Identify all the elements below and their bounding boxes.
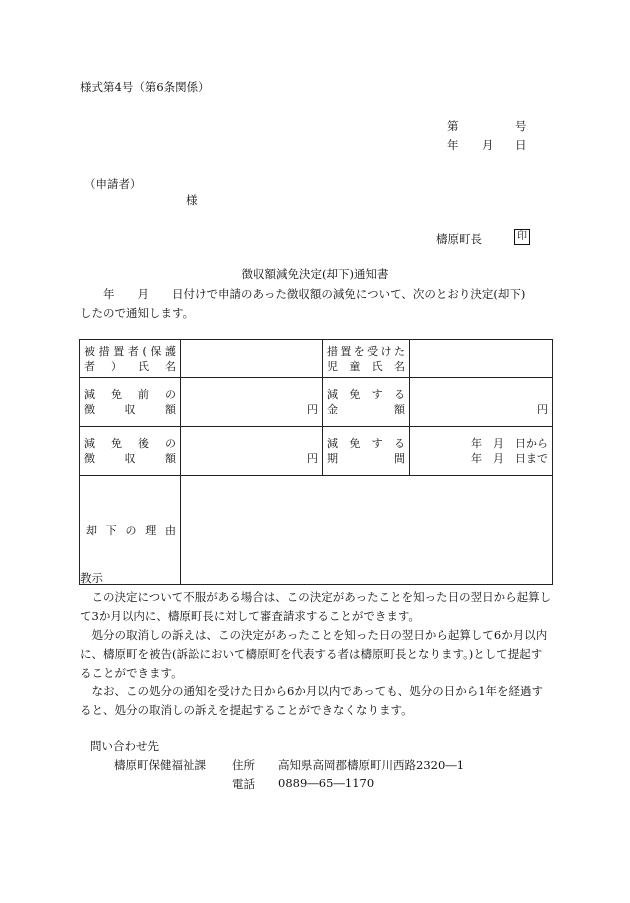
label-char: 金	[327, 403, 338, 416]
after-amount-label	[80, 427, 181, 476]
address-value: 高知県高岡郡檮原町川西路2320―1	[278, 758, 465, 772]
form-number: 様式第4号（第6条関係）	[80, 80, 210, 94]
table-row-reason	[80, 476, 553, 585]
label-char: た	[393, 344, 405, 358]
reduction-amount-value[interactable]: 円	[410, 378, 553, 427]
label-char: 置	[340, 344, 352, 358]
label-char: 童	[349, 359, 361, 373]
notice-text: なお、この処分の通知を受けた日から6か月以内であっても、処分の日から1年を経過すると、処分の取消しの訴えを提起することができなくなります。	[80, 684, 544, 717]
label-char: る	[393, 437, 405, 450]
label-char: 由	[165, 524, 176, 537]
label-char: の	[165, 437, 176, 450]
label-char: け	[380, 344, 392, 358]
label-char: の	[165, 388, 176, 401]
date-day-label: 日	[515, 138, 527, 152]
label-char: 下	[105, 524, 117, 537]
child-name-label	[323, 340, 410, 378]
label-char: 免	[111, 388, 122, 401]
label-char: 減	[84, 437, 95, 450]
document-title: 徴収額減免決定(却下)通知書	[241, 267, 389, 281]
label-char: 減	[327, 437, 338, 450]
label-line	[86, 522, 176, 538]
label-line	[327, 344, 405, 359]
label-line	[84, 436, 176, 451]
label-char: 額	[165, 403, 176, 416]
notice-text: 処分の取消しの訴えは、この決定があったことを知った日の翌日から起算して6か月以内に、檮原町を被告(訴訟において檮原町を代表する者は檮原町長となります。)として提起することができます。	[80, 628, 548, 680]
label-char: 置	[113, 344, 125, 358]
notice-paragraph-2	[80, 626, 552, 683]
label-char: す	[371, 388, 383, 401]
rejection-reason-value[interactable]	[181, 476, 553, 585]
label-char: 名	[165, 359, 176, 373]
label-line	[84, 359, 176, 374]
notice-paragraph-1	[80, 588, 552, 626]
intro-text	[80, 285, 550, 323]
label-line	[84, 451, 176, 466]
label-line	[84, 402, 176, 417]
intro-line-1: 年 月 日付けで申請のあった徴収額の減免について、次のとおり決定(却下)	[80, 287, 526, 301]
label-char: 受	[367, 344, 379, 358]
label-char: 徴	[84, 403, 95, 416]
label-char: ）	[111, 359, 122, 373]
document-number-label: 第	[447, 119, 459, 133]
label-char: す	[371, 437, 383, 450]
seal-mark: 印	[514, 229, 530, 245]
label-char: 者	[127, 344, 139, 358]
label-line	[327, 359, 405, 374]
label-char: 被	[84, 344, 95, 358]
before-amount-label	[80, 378, 181, 427]
label-char: 却	[86, 524, 97, 537]
issuer-name: 檮原町長	[436, 232, 482, 246]
label-char: 氏	[138, 359, 149, 373]
label-char: 減	[84, 388, 95, 401]
table-row-after	[80, 427, 553, 476]
label-char: を	[353, 344, 365, 358]
label-char: 収	[124, 452, 136, 465]
label-line	[327, 402, 405, 417]
notice-text: この決定について不服がある場合は、この決定があったことを知った日の翌日から起算して3か月以内に、檮原町長に対して審査請求することができます。	[80, 590, 552, 623]
label-char: 理	[145, 524, 157, 537]
label-char: る	[393, 388, 405, 401]
reduction-amount-label	[323, 378, 410, 427]
label-char: 氏	[371, 359, 383, 373]
label-char: 免	[349, 437, 361, 450]
label-char: 免	[349, 388, 361, 401]
label-char: 免	[111, 437, 122, 450]
label-char: 徴	[84, 452, 95, 465]
label-char: 児	[327, 359, 338, 373]
label-char: (	[142, 344, 147, 358]
label-char: 間	[394, 452, 405, 465]
applicant-label: （申請者）	[84, 177, 142, 191]
notice-heading: 教示	[80, 571, 103, 585]
period-from: 年 月 日から	[471, 437, 548, 450]
date-year-label: 年	[447, 138, 459, 152]
label-char: 名	[393, 359, 405, 373]
guardian-name-value[interactable]	[181, 340, 323, 378]
label-char: 護	[164, 344, 176, 358]
label-char: 期	[327, 452, 338, 465]
reduction-table	[79, 339, 553, 585]
label-char: 収	[124, 403, 136, 416]
label-line	[84, 387, 176, 402]
rejection-reason-label	[80, 476, 181, 585]
reduction-period-value[interactable]	[410, 427, 553, 476]
date-month-label: 月	[482, 138, 494, 152]
honorific: 様	[186, 193, 198, 207]
label-char: 者	[84, 359, 95, 373]
label-char: 前	[138, 388, 149, 401]
address-label: 住所	[232, 758, 255, 772]
inquiry-heading: 問い合わせ先	[90, 739, 159, 753]
label-char: 減	[327, 388, 338, 401]
department-name: 檮原町保健福祉課	[114, 758, 206, 772]
label-char: 措	[327, 344, 338, 358]
label-line	[84, 344, 176, 359]
notice-paragraph-3	[80, 682, 552, 720]
phone-label: 電話	[232, 777, 255, 791]
label-char: の	[125, 524, 137, 537]
label-line	[327, 436, 405, 451]
label-line	[327, 451, 405, 466]
guardian-name-label	[80, 340, 181, 378]
intro-line-2: したので通知します。	[80, 306, 195, 320]
label-char: 保	[150, 344, 162, 358]
label-line	[327, 387, 405, 402]
table-row-before	[80, 378, 553, 427]
table-row-guardian	[80, 340, 553, 378]
period-to: 年 月 日まで	[471, 452, 548, 465]
phone-value: 0889―65―1170	[278, 776, 375, 790]
label-char: 額	[165, 452, 176, 465]
label-char: 後	[138, 437, 149, 450]
before-amount-value[interactable]: 円	[181, 378, 323, 427]
child-name-value[interactable]	[410, 340, 553, 378]
document-number-suffix: 号	[515, 119, 527, 133]
label-char: 措	[98, 344, 110, 358]
after-amount-value[interactable]: 円	[181, 427, 323, 476]
label-char: 額	[394, 403, 405, 416]
reduction-period-label	[323, 427, 410, 476]
